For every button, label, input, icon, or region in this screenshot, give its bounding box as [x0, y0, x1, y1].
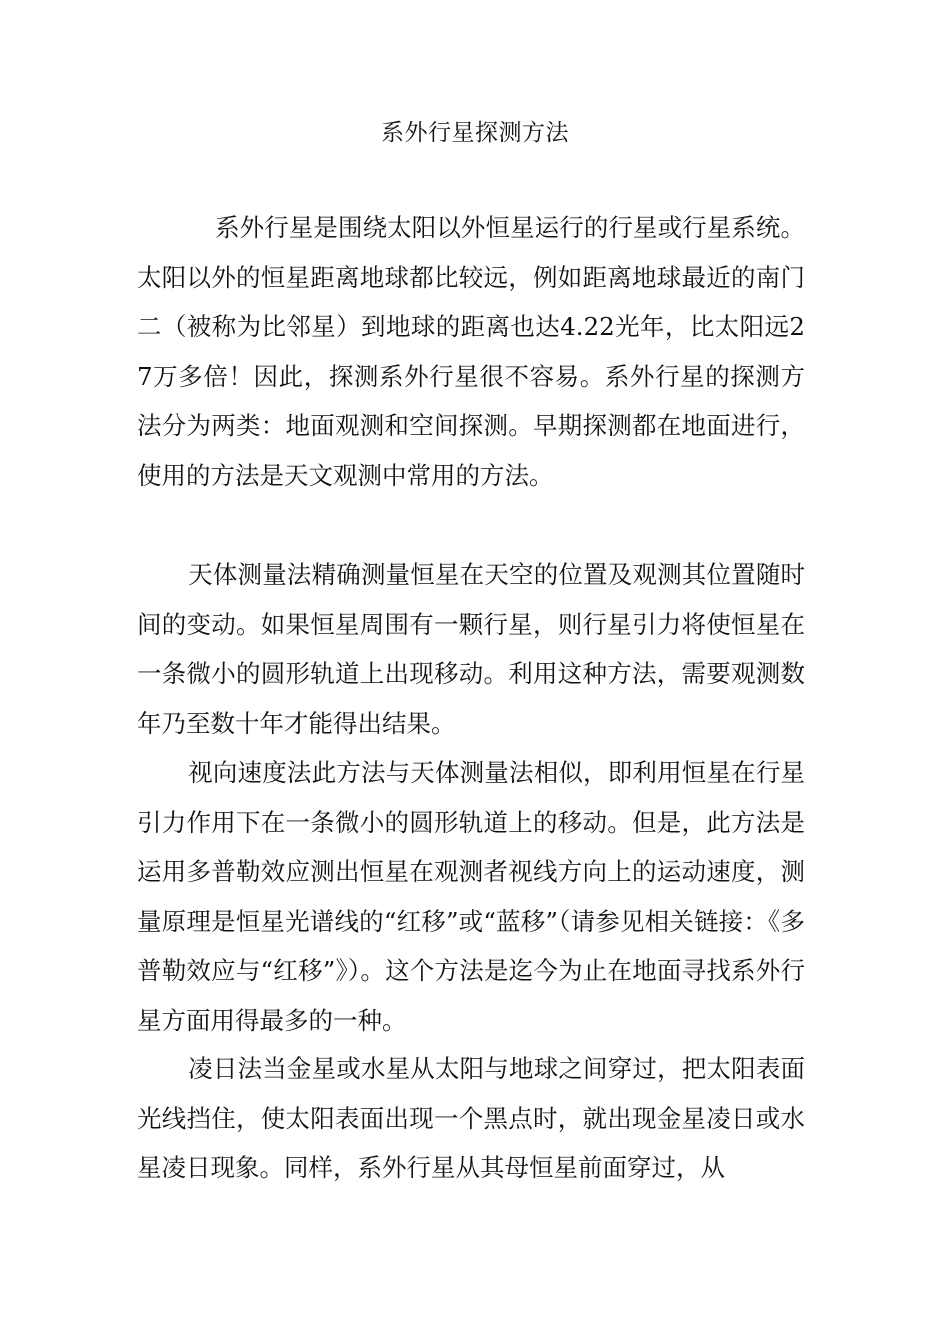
paragraph-text: 视向速度法此方法与天体测量法相似，即利用恒星在行星引力作用下在一条微小的圆形轨道上的移动。但是，此方法是运用多普勒效应测出恒星在观测者视线方向上的运动速度，测量原理是恒星光谱线的“红移”或“蓝移”（请参见相关链接：《多普勒效应与“红移”》）。这个方法是迄今为止在地面寻找系外行星方面用得最多的一种。	[137, 758, 805, 1035]
paragraph-intro	[137, 203, 805, 500]
paragraph-radial-velocity	[137, 748, 805, 1045]
paragraph-text: 系外行星是围绕太阳以外恒星运行的行星或行星系统。太阳以外的恒星距离地球都比较远，例如距离地球最近的南门二（被称为比邻星）到地球的距离也达4.22光年，比太阳远27万多倍！因此，探测系外行星很不容易。系外行星的探测方法分为两类：地面观测和空间探测。早期探测都在地面进行，使用的方法是天文观测中常用的方法。	[137, 213, 805, 490]
paragraph-astrometry	[137, 550, 805, 748]
paragraph-text: 凌日法当金星或水星从太阳与地球之间穿过，把太阳表面光线挡住，使太阳表面出现一个黑点时，就出现金星凌日或水星凌日现象。同样，系外行星从其母恒星前面穿过，从	[137, 1054, 805, 1182]
paragraph-transit	[137, 1044, 805, 1193]
paragraph-text: 天体测量法精确测量恒星在天空的位置及观测其位置随时间的变动。如果恒星周围有一颗行星，则行星引力将使恒星在一条微小的圆形轨道上出现移动。利用这种方法，需要观测数年乃至数十年才能得出结果。	[137, 560, 805, 738]
document-title: 系外行星探测方法	[381, 120, 569, 146]
